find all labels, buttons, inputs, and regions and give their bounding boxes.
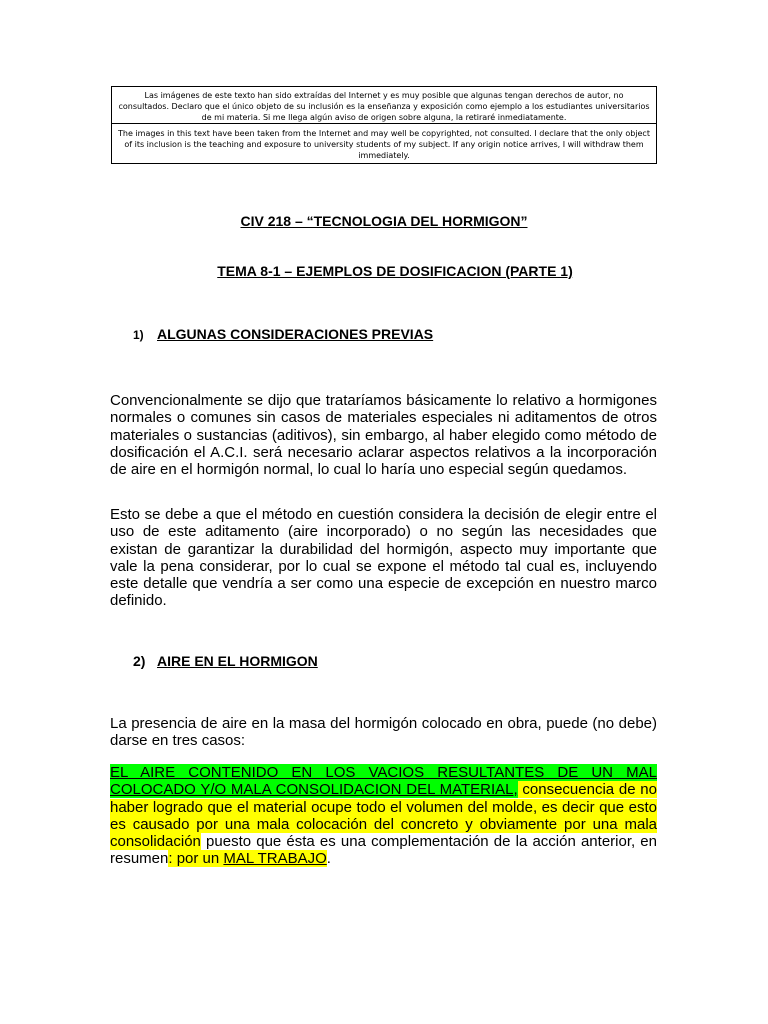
mal-trabajo-text: MAL TRABAJO <box>223 850 327 868</box>
paragraph-air-intro: La presencia de aire en la masa del hormigón colocado en obra, puede (no debe) darse en tres casos: <box>110 715 657 750</box>
disclaimer-english: The images in this text have been taken from the Internet and may well be copyrighted, not consulted. I declare that the only object of its inclusion is the teaching and exposure to university students of my subject. If any origin notice arrives, I will withdraw them immediately. <box>112 123 656 163</box>
course-title: CIV 218 – “TECNOLOGIA DEL HORMIGON” <box>240 213 528 229</box>
plain-text: puesto que ésta es una complementación de la acción anterior, en resumen <box>110 833 657 868</box>
disclaimer-spanish: Las imágenes de este texto han sido extraídas del Internet y es muy posible que algunas tengan derechos de autor, no consultados. Declaro que el único objeto de su inclusión es la enseñanza y exposición como ejemplo a los estudiantes universitarios de mi materia. Si me llega algún aviso de origen sobre alguna, la retiraré inmediatamente. <box>118 91 650 122</box>
section-title: AIRE EN EL HORMIGON <box>157 653 318 669</box>
section-title: ALGUNAS CONSIDERACIONES PREVIAS <box>157 326 434 342</box>
copyright-disclaimer-box <box>111 86 657 164</box>
highlight-green-text: EL AIRE CONTENIDO EN LOS VACIOS RESULTANTES DE UN MAL COLOCADO Y/O MALA CONSOLIDACION DEL MATERIAL, <box>110 764 657 799</box>
highlight-yellow-text: consecuencia de no haber logrado que el material ocupe todo el volumen del molde, es decir que esto es causado por una mala colocación del concreto y obviamente por una mala consolidación <box>110 781 657 851</box>
paragraph-end: . <box>326 850 331 868</box>
section-heading-2 <box>133 653 318 669</box>
paragraph-considerations-2: Esto se debe a que el método en cuestión considera la decisión de elegir entre el uso de este aditamento (aire incorporado) o no según las necesidades que existan de garantizar la durabilidad del hormigón, aspecto muy importante que vale la pena considerar, por lo cual se expone el método tal cual es, incluyendo este detalle que vendría a ser como una especie de excepción en nuestro marco definido. <box>110 506 657 610</box>
paragraph-air-case-one <box>110 764 657 868</box>
paragraph-considerations-1: Convencionalmente se dijo que trataríamos básicamente lo relativo a hormigones normales o comunes sin casos de materiales especiales ni aditamentos de otros materiales o sustancias (aditivos), sin embargo, al haber elegido como método de dosificación el A.C.I. será necesario aclarar aspectos relativos a la incorporación de aire en el hormigón normal, lo cual lo haría uno especial según quedamos. <box>110 392 657 479</box>
highlight-yellow-tail: : por un <box>168 850 224 868</box>
topic-title: TEMA 8-1 – EJEMPLOS DE DOSIFICACION (PARTE 1) <box>217 263 573 279</box>
section-number: 2) <box>133 653 146 669</box>
section-number: 1) <box>133 328 144 342</box>
section-heading-1 <box>133 326 433 342</box>
